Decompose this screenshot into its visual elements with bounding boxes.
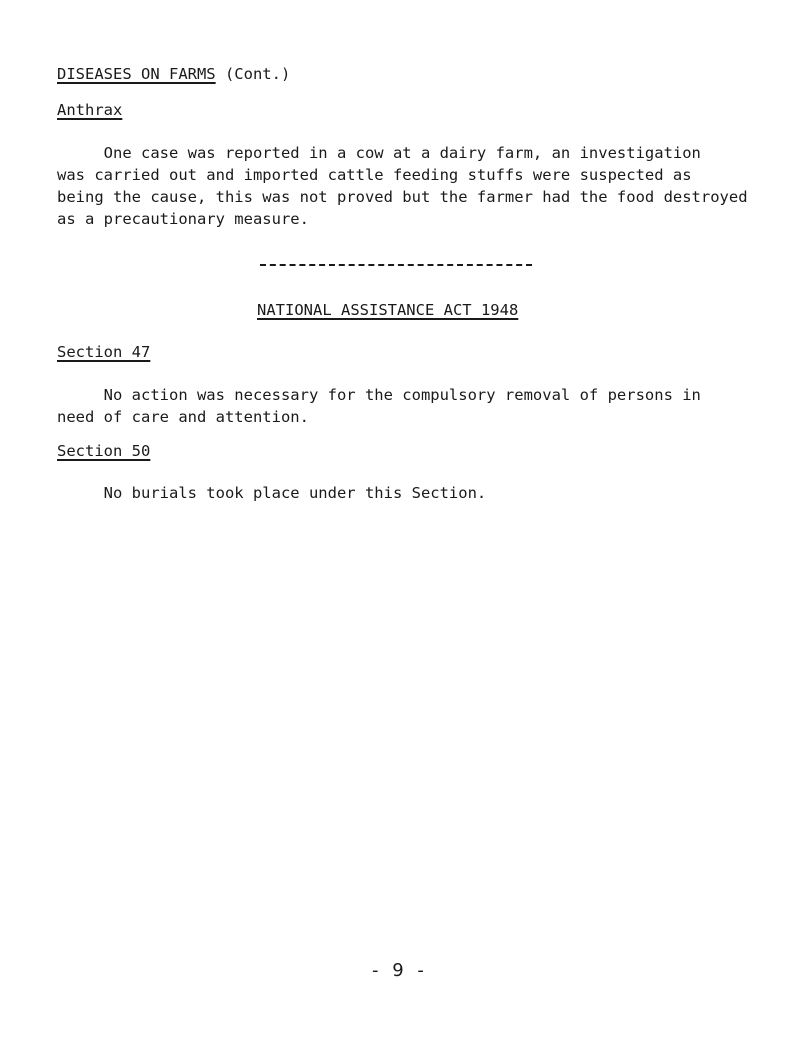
paragraph-line: being the cause, this was not proved but the farmer had the food destroyed <box>57 188 748 206</box>
paragraph-line: as a precautionary measure. <box>57 210 309 228</box>
national-assistance-act-heading: NATIONAL ASSISTANCE ACT 1948 <box>257 301 519 319</box>
paragraph-line: was carried out and imported cattle feeding stuffs were suspected as <box>57 166 692 184</box>
continued-suffix: (Cont.) <box>215 65 291 83</box>
dashed-divider <box>260 264 532 266</box>
paragraph-line: One case was reported in a cow at a dairy farm, an investigation <box>57 144 701 162</box>
page-number: - 9 - <box>372 960 428 981</box>
paragraph-line: No action was necessary for the compulsory removal of persons in <box>57 386 701 404</box>
paragraph-line: need of care and attention. <box>57 408 309 426</box>
paragraph-line: No burials took place under this Section. <box>57 484 487 502</box>
section-50-paragraph <box>57 482 797 504</box>
section-47-paragraph <box>57 384 797 428</box>
anthrax-heading: Anthrax <box>57 101 123 119</box>
continued-section-heading <box>57 63 290 85</box>
anthrax-paragraph <box>57 142 797 230</box>
section-50-heading: Section 50 <box>57 442 151 460</box>
section-47-heading: Section 47 <box>57 343 151 361</box>
diseases-on-farms-title: DISEASES ON FARMS <box>57 65 216 83</box>
